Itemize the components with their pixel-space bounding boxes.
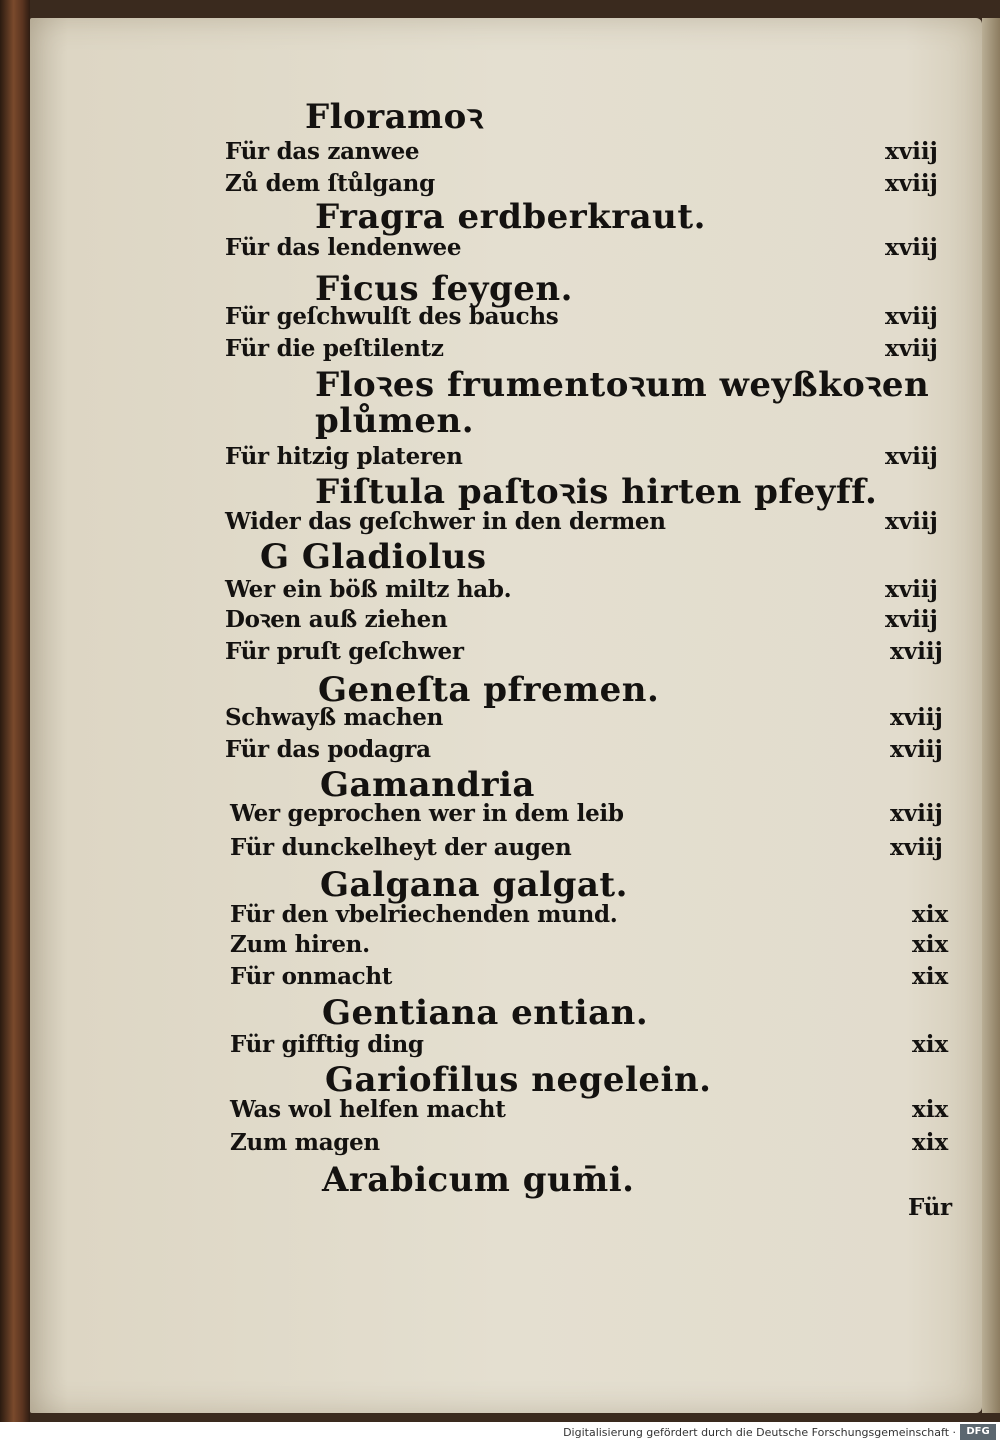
footer-credit: Digitalisierung gefördert durch die Deutsche Forschungsgemeinschaft · — [563, 1426, 956, 1439]
footer — [0, 1422, 1000, 1443]
remedy-entry: Für das podagra — [225, 736, 431, 763]
dfg-logo: DFG — [960, 1424, 996, 1440]
remedy-entry: Für das zanwee — [225, 138, 420, 165]
remedy-entry: Wer ein böß miltz hab. — [225, 576, 512, 603]
folio-number: xviij — [885, 606, 938, 633]
folio-number: xix — [912, 1031, 949, 1058]
herb-heading: plůmen. — [315, 401, 475, 441]
folio-number: xviij — [885, 335, 938, 362]
folio-number: xviij — [890, 638, 943, 665]
remedy-entry: Doꝛen auß ziehen — [225, 606, 448, 633]
remedy-entry: Für dunckelheyt der augen — [230, 834, 572, 861]
herb-heading: Galgana galgat. — [320, 865, 628, 905]
folio-number: xix — [912, 901, 949, 928]
folio-number: xix — [912, 931, 949, 958]
folio-number: xix — [912, 1096, 949, 1123]
remedy-entry: Was wol helfen macht — [230, 1096, 506, 1123]
remedy-entry: Zum magen — [230, 1129, 380, 1156]
herb-heading: Geneſta pfremen. — [318, 670, 660, 710]
folio-number: xviij — [885, 170, 938, 197]
folio-number: xviij — [885, 576, 938, 603]
herb-heading: Fiſtula paſtoꝛis hirten pfeyff. — [315, 472, 878, 512]
remedy-entry: Für die peſtilentz — [225, 335, 444, 362]
herb-heading: Arabicum gum̄i. — [322, 1160, 635, 1200]
folio-number: xix — [912, 963, 949, 990]
folio-number: xix — [912, 1129, 949, 1156]
remedy-entry: Für hitzig plateren — [225, 443, 463, 470]
herb-heading: Ficus feygen. — [315, 269, 573, 309]
herb-heading: Gentiana entian. — [322, 993, 649, 1033]
folio-number: xviij — [885, 138, 938, 165]
remedy-entry: Für das lendenwee — [225, 234, 462, 261]
remedy-entry: Zum hiren. — [230, 931, 370, 958]
catchword: Für — [908, 1194, 952, 1221]
herb-heading: Fragra erdberkraut. — [315, 197, 706, 237]
folio-number: xviij — [885, 508, 938, 535]
herb-heading: G Gladiolus — [260, 537, 487, 577]
herb-heading: Gamandria — [320, 765, 535, 805]
herb-heading: Gariofilus negelein. — [325, 1060, 712, 1100]
folio-number: xviij — [885, 443, 938, 470]
remedy-entry: Für gifftig ding — [230, 1031, 424, 1058]
folio-number: xviij — [890, 704, 943, 731]
book-spine — [0, 0, 30, 1422]
folio-number: xviij — [890, 736, 943, 763]
remedy-entry: Wer geprochen wer in dem leib — [230, 800, 624, 827]
herb-heading: Floramoꝛ — [305, 97, 484, 137]
folio-number: xviij — [885, 234, 938, 261]
folio-number: xviij — [885, 303, 938, 330]
remedy-entry: Wider das geſchwer in den dermen — [225, 508, 666, 535]
remedy-entry: Für onmacht — [230, 963, 393, 990]
folio-number: xviij — [890, 834, 943, 861]
folio-number: xviij — [890, 800, 943, 827]
remedy-entry: Für den vbelriechenden mund. — [230, 901, 618, 928]
remedy-entry: Für geſchwulſt des bauchs — [225, 303, 559, 330]
remedy-entry: Für pruſt geſchwer — [225, 638, 464, 665]
page-edge — [982, 18, 1000, 1413]
remedy-entry: Schwayß machen — [225, 704, 444, 731]
remedy-entry: Zů dem ſtůlgang — [225, 170, 435, 197]
herb-heading: Floꝛes frumentoꝛum weyßkoꝛen — [315, 365, 930, 405]
